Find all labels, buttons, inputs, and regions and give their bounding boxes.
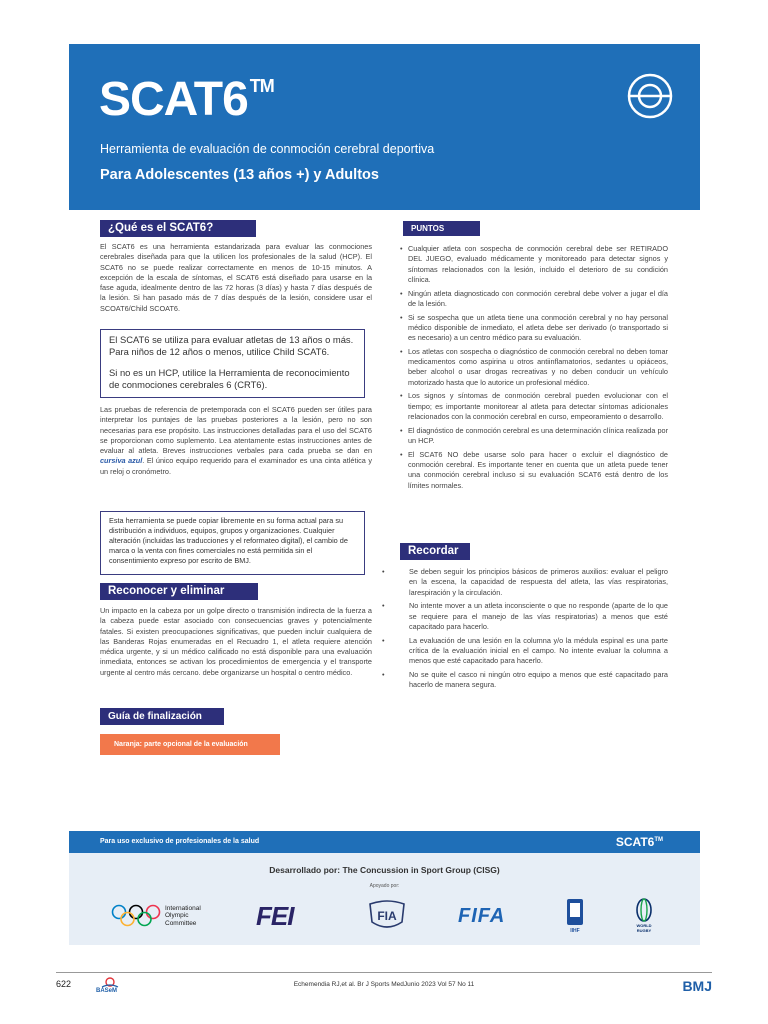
ioc-logo [111,897,201,935]
list-item: • Si se sospecha que un atleta tiene una conmoción cerebral y no hay personal médico disponible de inmediato, el atleta debe ser derivado (o transportado si es necesario) a un centro médico para su evaluación. [400,313,668,344]
hcp-only-note: Para uso exclusivo de profesionales de la salud [100,838,260,845]
world-rugby-logo [630,897,658,935]
blue-italic-term: cursiva azul [100,456,143,466]
list-item: • El SCAT6 NO debe usarse solo para hacer o excluir el diagnóstico de conmoción cerebral. Es importante tener en cuenta que un atleta puede tener una conmoción cerebral incluso si su evaluación SCAT6 está dentro de los límites normales. [400,450,668,491]
scat6-title: SCAT6 ™ [99,73,274,126]
svg-text:FIA: FIA [377,909,397,923]
list-item: • Ningún atleta diagnosticado con conmoción cerebral debe volver a jugar el día de la lesión. [400,289,668,310]
footer-bar [69,831,700,853]
ioc-name: International Olympic Committee [165,904,201,927]
olympic-rings-icon [111,903,161,929]
copyright-note-box [100,511,365,575]
list-item: • Los signos y síntomas de conmoción cerebral pueden evolucionar con el tiempo; es importante monitorear al atleta para detectar síntomas adicionales relacionados con la conmoción cerebral en curso, empeoramiento o desarrollo. [400,391,668,422]
header-subtitle: Herramienta de evaluación de conmoción cerebral deportiva [100,142,435,156]
section-heading-what-is: ¿Qué es el SCAT6? [100,220,256,237]
crt6-info-text: Si no es un HCP, utilice la Herramienta de reconocimiento de conmociones cerebrales 6 (CRT6). [109,367,350,390]
footer-rule [56,972,712,973]
remember-list [391,567,668,694]
list-item: • Los atletas con sospecha o diagnóstico de conmoción cerebral no deben tomar medicamentos como aspirina u otros antiinflamatorios, sedantes u opiáceos, beber alcohol o usar drogas recreativas y no deben conducir un vehículo motorizado hasta que lo autorice un profesional médico. [400,347,668,388]
age-info-box [100,329,365,398]
svg-text:RUGBY: RUGBY [636,928,652,933]
list-item: • La evaluación de una lesión en la columna y/o la médula espinal es una parte crítica de la evaluación inicial en el campo. No intente evaluar la columna a menos que esté capacitado para hacerlo. [391,636,668,667]
svg-text:IIHF: IIHF [570,928,580,934]
what-is-intro: El SCAT6 es una herramienta estandarizada para evaluar las conmociones cerebrales diseñada para que la utilicen los profesionales de la salud (HCP). El SCAT6 no se puede realizar correctamente en menos de 10-15 minutos. A excepción de la escala de síntomas, el SCAT6 está diseñado para usarse en la fase aguda, idealmente dentro de las 72 horas (3 días) y hasta 7 días después de la lesión. Si han pasado más de 7 días después de la lesión, considere usar el SCOAT6/Child SCOAT6. [100,242,372,313]
copyright-note-text: Esta herramienta se puede copiar libremente en su forma actual para su distribución a individuos, equipos, grupos y organizaciones. Cualquier alteración (incluidas las traducciones y el reformateo digital), el cambio de marca o la venta con fines comerciales no está permitida sin el consentimiento expreso por escrito de BMJ. [109,516,348,565]
world-rugby-icon [630,897,658,935]
page-number: 622 [56,979,72,989]
iihf-logo [563,897,587,935]
footer-brand: SCAT6™ [615,835,663,849]
section-heading-guide: Guía de finalización [100,708,224,725]
section-heading-recognize: Reconocer y eliminar [100,583,258,600]
supported-by: Apoyado por: [369,883,400,889]
fifa-logo: FIFA [458,904,506,927]
fei-logo: FEI [256,900,294,931]
key-points-list [400,244,668,494]
list-item: • El diagnóstico de conmoción cerebral es una determinación clínica realizada por un HCP. [400,426,668,447]
developed-by: Desarrollado por: The Concussion in Sport Group (CISG) [269,865,500,875]
list-item: • No intente mover a un atleta inconsciente o que no responde (aparte de lo que se requiere para el manejo de las vías respiratorias) a menos que esté capacitado para hacerlo. [391,601,668,632]
section-heading-key-points: PUNTOS CLAVE [403,221,480,236]
header-banner [69,44,700,210]
bmj-logo: BMJ [682,978,712,994]
fia-crest-icon [366,898,408,934]
recognize-text: Un impacto en la cabeza por un golpe directo o transmisión indirecta de la fuerza a la cabeza puede estar asociado con consecuencias graves y potencialmente fatales. Si existen preocupaciones significativas, que pueden incluir cualquiera de las Banderas Rojas enumeradas en el Recuadro 1, el atleta requiere atención médica urgente, y si un médico calificado no está disponible para una evaluación inmediata, entonces se activan los procedimientos de emergencia y el transporte urgente al centro más cercano. debe organizarse un hospital o centro médico. [100,606,372,677]
section-heading-remember: Recordar [400,543,470,560]
citation: Echemendia RJ,et al. Br J Sports MedJunio 2023 Vol 57 No 11 [293,981,475,988]
basem-name: BASeM [96,988,118,994]
list-item: • Cualquier atleta con sospecha de conmoción cerebral debe ser RETIRADO DEL JUEGO, evaluado médicamente y monitoreado para detectar signos y síntomas relacionados con la lesión, incluido el deterioro de su condición clínica. [400,244,668,285]
iihf-shield-icon [563,897,587,935]
header-audience: Para Adolescentes (13 años +) y Adultos [100,167,379,183]
ball-logo-icon [626,72,674,120]
footer-panel [69,831,700,945]
list-item: • No se quite el casco ni ningún otro equipo a menos que esté capacitado para hacerlo de manera segura. [391,670,668,691]
baseline-paragraph: Las pruebas de referencia de pretemporada con el SCAT6 pueden ser útiles para interpretar los puntajes de las pruebas posteriores a la lesión, pero no son necesarias para ese propósito. Las instrucciones detalladas para el uso del SCAT6 se proporcionan como suplemento. Lea atentamente estas instrucciones antes de evaluar al atleta. Breves instrucciones verbales para cada prueba se dan en cursiva azul. El único equipo requerido para el examinador es una cinta atlética y un reloj o cronómetro. [100,405,372,476]
optional-legend-orange: Naranja: parte opcional de la evaluación [100,734,280,755]
list-item: • Se deben seguir los principios básicos de primeros auxilios: evaluar el peligro en la escena, la capacidad de respuesta del atleta, las vías respiratorias, larespiración y la circulación. [391,567,668,598]
age-info-text: El SCAT6 se utiliza para evaluar atletas de 13 años o más. Para niños de 12 años o menos, utilice Child SCAT6. [109,334,354,357]
fia-logo [366,897,408,935]
svg-text:WORLD: WORLD [636,923,652,928]
